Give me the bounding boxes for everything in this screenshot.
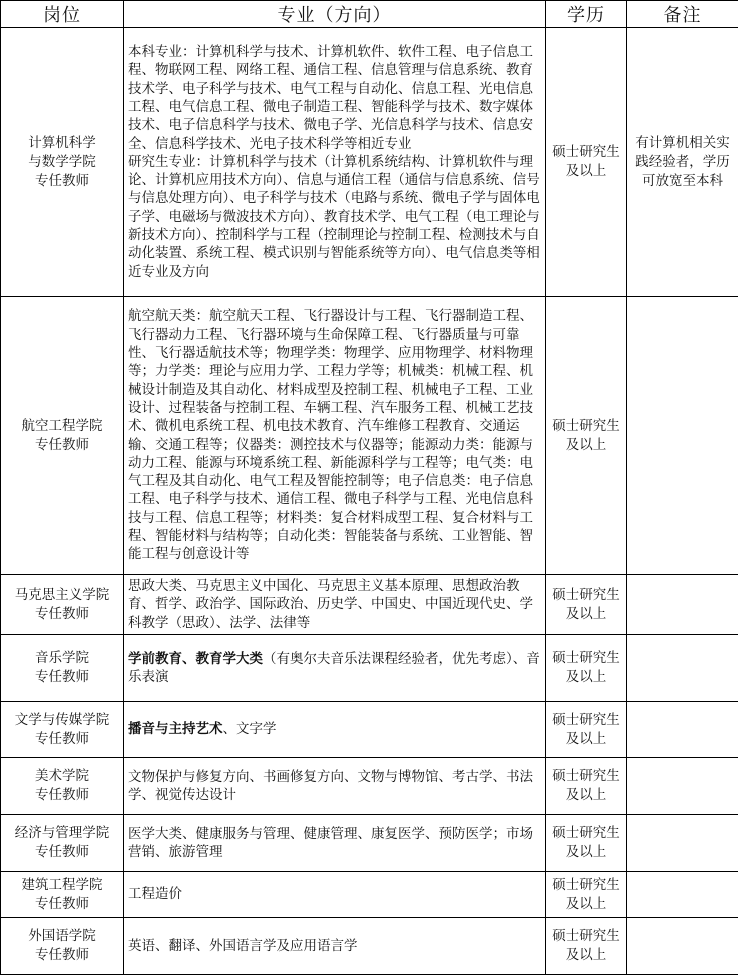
education-cell (546, 702, 627, 758)
position-line: 外国语学院 (3, 927, 121, 946)
education-line: 及以上 (547, 843, 625, 862)
header-note: 备注 (627, 1, 738, 28)
major-cell (124, 635, 546, 702)
note-cell (627, 918, 738, 975)
major-cell (124, 872, 546, 918)
major-text: 文物保护与修复方向、书画修复方向、文物与博物馆、考古学、书法学、视觉传达设计 (128, 769, 533, 803)
table-row (1, 758, 738, 815)
major-cell (124, 758, 546, 815)
position-cell (1, 758, 124, 815)
education-line: 及以上 (547, 668, 625, 687)
major-text: 工程造价 (128, 886, 182, 902)
note-cell (627, 28, 738, 297)
education-line: 硕士研究生 (547, 586, 625, 605)
education-line: 硕士研究生 (547, 927, 625, 946)
note-line: 践经验者，学历 (629, 153, 736, 172)
position-line: 专任教师 (3, 436, 121, 455)
note-cell (627, 575, 738, 635)
table-row (1, 297, 738, 575)
education-line: 硕士研究生 (547, 876, 625, 895)
note-cell (627, 758, 738, 815)
table-row (1, 635, 738, 702)
note-line: 可放宽至本科 (629, 172, 736, 191)
major-text: 英语、翻译、外国语言学及应用语言学 (128, 938, 358, 954)
position-cell (1, 815, 124, 872)
position-line: 专任教师 (3, 946, 121, 965)
position-cell (1, 575, 124, 635)
education-line: 及以上 (547, 162, 625, 181)
position-line: 专任教师 (3, 843, 121, 862)
education-line: 及以上 (547, 786, 625, 805)
table-row (1, 815, 738, 872)
position-line: 音乐学院 (3, 649, 121, 668)
position-line: 建筑工程学院 (3, 876, 121, 895)
education-line: 及以上 (547, 946, 625, 965)
education-line: 硕士研究生 (547, 767, 625, 786)
major-text: 、文字学 (223, 721, 277, 737)
major-text: 航空航天类：航空航天工程、飞行器设计与工程、飞行器制造工程、飞行器动力工程、飞行器环境与生命保障工程、飞行器质量与可靠性、飞行器适航技术等；物理学类：物理学、应用物理学、材料物理等；力学类：理论与应用力学、工程力学等；机械类：机械工程、机械设计制造及其自动化、材料成型及控制工程、机械电子工程、工业设计、过程装备与控制工程、车辆工程、汽车服务工程、机械工艺技术、微机电系统工程、机电技术教育、汽车维修工程教育、交通运输、交通工程等；仪器类：测控技术与仪器等；能源动力类：能源与动力工程、能源与环境系统工程、新能源科学与工程等；电气类：电气工程及其自动化、电气工程及智能控制等；电子信息类：电子信息工程、电子科学与技术、通信工程、微电子科学与工程、光电信息科技与工程、信息工程等；材料类：复合材料成型工程、复合材料与工程、智能材料与结构等；自动化类：智能装备与系统、工业智能、智能工程与创意设计等 (128, 308, 533, 562)
note-line: 有计算机相关实 (629, 134, 736, 153)
education-cell (546, 635, 627, 702)
header-education: 学历 (546, 1, 627, 28)
major-cell (124, 918, 546, 975)
note-cell (627, 702, 738, 758)
note-cell (627, 297, 738, 575)
education-cell (546, 815, 627, 872)
position-line: 专任教师 (3, 605, 121, 624)
education-line: 硕士研究生 (547, 824, 625, 843)
education-cell (546, 758, 627, 815)
position-cell (1, 872, 124, 918)
major-text: 本科专业：计算机科学与技术、计算机软件、软件工程、电子信息工程、物联网工程、网络工程、通信工程、信息管理与信息系统、教育技术学、电子科学与技术、电气工程与自动化、信息工程、光电信息工程、电气信息工程、微电子制造工程、智能科学与技术、数字媒体技术、电子信息科学与技术、微电子学、光信息科学与技术、信息安全、信息科学技术、光电子技术科学等相近专业 (128, 43, 542, 153)
education-line: 及以上 (547, 895, 625, 914)
position-line: 专任教师 (3, 172, 121, 191)
table-body (1, 28, 738, 975)
note-cell (627, 635, 738, 702)
education-line: 硕士研究生 (547, 711, 625, 730)
position-cell (1, 918, 124, 975)
position-line: 航空工程学院 (3, 417, 121, 436)
education-line: 及以上 (547, 605, 625, 624)
education-cell (546, 297, 627, 575)
position-line: 专任教师 (3, 786, 121, 805)
major-cell (124, 28, 546, 297)
education-line: 硕士研究生 (547, 649, 625, 668)
major-cell (124, 575, 546, 635)
education-line: 及以上 (547, 730, 625, 749)
education-cell (546, 872, 627, 918)
position-cell (1, 702, 124, 758)
note-cell (627, 815, 738, 872)
position-cell (1, 28, 124, 297)
major-text: （有奥尔夫音乐法课程经验者，优先考虑）、音乐表演 (128, 651, 540, 685)
position-line: 经济与管理学院 (3, 824, 121, 843)
major-cell (124, 702, 546, 758)
major-text-bold: 播音与主持艺术 (128, 721, 223, 737)
note-cell (627, 872, 738, 918)
table-row (1, 918, 738, 975)
header-major: 专业（方向） (124, 1, 546, 28)
table-row (1, 28, 738, 297)
major-text: 思政大类、马克思主义中国化、马克思主义基本原理、思想政治教育、哲学、政治学、国际政治、历史学、中国史、中国近现代史、学科教学（思政）、法学、法律等 (128, 578, 533, 631)
major-cell (124, 297, 546, 575)
header-row (1, 1, 738, 28)
position-line: 计算机科学 (3, 134, 121, 153)
header-position: 岗位 (1, 1, 124, 28)
position-line: 文学与传媒学院 (3, 711, 121, 730)
major-cell (124, 815, 546, 872)
major-text: 研究生专业：计算机科学与技术（计算机系统结构、计算机软件与理论、计算机应用技术方向）、信息与通信工程（通信与信息系统、信号与信息处理方向）、电子科学与技术（电路与系统、微电子学与固体电子学、电磁场与微波技术方向）、教育技术学、电气工程（电工理论与新技术方向）、控制科学与工程（控制理论与控制工程、检测技术与自动化装置、系统工程、模式识别与智能系统等方向）、电气信息类等相近专业及方向 (128, 153, 542, 281)
major-text: 医学大类、健康服务与管理、健康管理、康复医学、预防医学；市场营销、旅游管理 (128, 826, 533, 860)
education-line: 硕士研究生 (547, 417, 625, 436)
table-row (1, 575, 738, 635)
education-line: 硕士研究生 (547, 143, 625, 162)
table-row (1, 872, 738, 918)
education-line: 及以上 (547, 436, 625, 455)
position-line: 与数学学院 (3, 153, 121, 172)
education-cell (546, 575, 627, 635)
position-line: 专任教师 (3, 895, 121, 914)
education-cell (546, 28, 627, 297)
position-cell (1, 297, 124, 575)
education-cell (546, 918, 627, 975)
position-line: 专任教师 (3, 668, 121, 687)
major-text-bold: 学前教育、教育学大类 (128, 651, 263, 667)
position-line: 马克思主义学院 (3, 586, 121, 605)
table-row (1, 702, 738, 758)
position-cell (1, 635, 124, 702)
position-line: 专任教师 (3, 730, 121, 749)
position-line: 美术学院 (3, 767, 121, 786)
